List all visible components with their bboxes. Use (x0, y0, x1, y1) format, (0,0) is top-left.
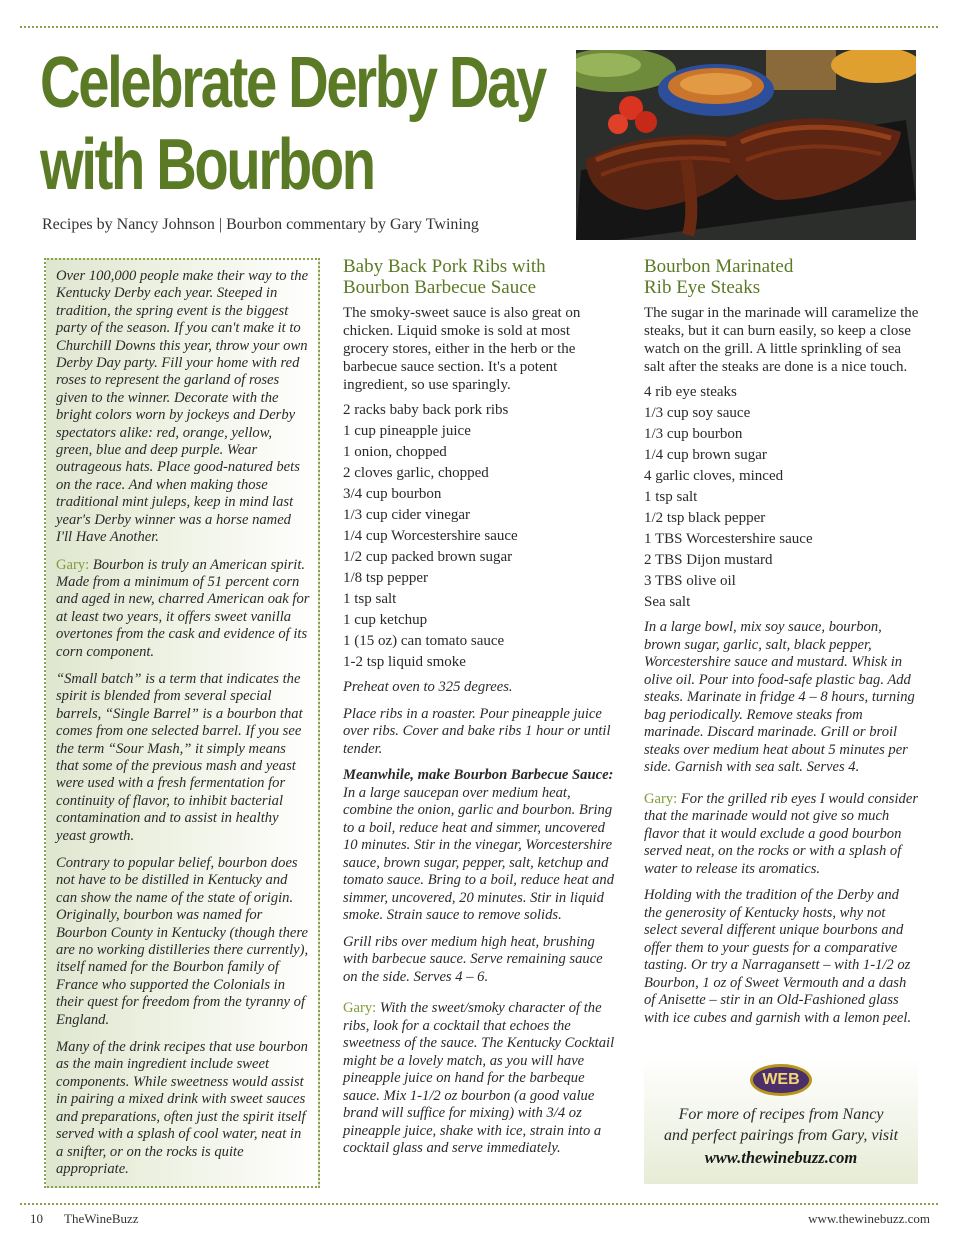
title-line-2: with Bourbon (40, 125, 374, 205)
promo-line-1: For more of recipes from Nancy (678, 1106, 884, 1123)
ingredient-item: 1 tsp salt (343, 591, 397, 607)
ingredient-item: 2 cloves garlic, chopped (343, 465, 489, 481)
steaks-recipe-heading (644, 256, 920, 298)
website-promo-box (644, 1058, 918, 1184)
footer-publication: TheWineBuzz (64, 1211, 139, 1226)
gary-label: Gary: (343, 1000, 377, 1016)
ingredient-item: 1/4 cup brown sugar (644, 447, 767, 463)
steaks-method: In a large bowl, mix soy sauce, bourbon, brown sugar, garlic, salt, black pepper, Worcestershire sauce and mustard. Whisk in olive oil. Pour into food-safe plastic bag. Add steaks. Marinate in fridge 4 – 8 hours, turning bag periodically. Remove steaks from marinade. Discard marinade. Grill or broil steaks over medium heat about 5 minutes per side. Garnish with sea salt. Serves 4. (644, 619, 915, 775)
steaks-gary-note (644, 791, 920, 879)
ingredient-item: 1/3 cup cider vinegar (343, 507, 471, 523)
gary-label: Gary: (56, 556, 90, 573)
steaks-ingredient-list (644, 382, 920, 613)
steaks-gary-text: For the grilled rib eyes I would consider that the marinade would not give so much flavor that it would exclude a good bourbon served neat, on the rocks or with a splash of water to release its aromatics. (644, 790, 918, 877)
footer-url[interactable]: www.thewinebuzz.com (808, 1211, 930, 1226)
sidebar-paragraph: “Small batch” is a term that indicates the spirit is blended from several special barrels, “Single Barrel” is a bourbon that comes from one selected barrel. If you see the term “Sour Mash,” it simply means that some of the previous mash and yeast were used with a fresh fermentation for continuity of flavor, to inhibit bacterial contamination and to assist in healthy yeast growth. (56, 670, 303, 844)
ingredient-item: 3/4 cup bourbon (343, 486, 442, 502)
ribs-photo (576, 50, 916, 240)
ribs-heading-line-2: Bourbon Barbecue Sauce (343, 277, 537, 298)
promo-line-2: and perfect pairings from Gary, visit (663, 1127, 899, 1144)
sauce-step-text: In a large saucepan over medium heat, combine the onion, garlic and bourbon. Bring to a boil, reduce heat and simmer, uncovered 10 minutes. Stir in the vinegar, Worcestershire sauce, brown sugar, pepper, salt, ketchup and tomato sauce. Bring to a boil, reduce heat and simmer, uncovered, 20 minutes. Stir in liquid smoke. Strain sauce to remove solids. (343, 784, 615, 923)
ingredient-item: 1/4 cup Worcestershire sauce (343, 528, 518, 544)
sidebar-gary-text: Bourbon is truly an American spirit. Made from a minimum of 51 percent corn and aged in new, charred American oak for at least two years, it offers sweet vanilla overtones from the cask and evidence of its corn component. (56, 556, 310, 660)
ribs-step (343, 767, 618, 925)
ribs-gary-note (343, 1000, 618, 1158)
bottom-rule (20, 1203, 938, 1205)
steaks-heading-line-1: Bourbon Marinated (644, 256, 794, 277)
ingredient-item: 1/8 tsp pepper (343, 570, 428, 586)
footer-page-number: 10 (30, 1211, 43, 1226)
winebuzz-logo: WEB (750, 1064, 811, 1096)
sidebar-paragraph: Many of the drink recipes that use bourbon as the main ingredient include sweet components. While sweetness would assist in pairing a mixed drink with sweet sauces and preparations, often just the spirit itself served with a splash of cool water, neat in a snifter, or on the rocks is quite appropriate. (56, 1039, 308, 1177)
ingredient-item: 1 onion, chopped (343, 444, 447, 460)
ingredient-item: 1/3 cup soy sauce (644, 405, 751, 421)
ribs-step: Preheat oven to 325 degrees. (343, 679, 513, 695)
ribs-ingredient-list (343, 400, 618, 673)
ingredient-item: 4 garlic cloves, minced (644, 468, 784, 484)
ingredient-item: 1/2 cup packed brown sugar (343, 549, 513, 565)
ingredient-item: 1 TBS Worcestershire sauce (644, 531, 813, 547)
ingredient-item: 1 tsp salt (644, 489, 698, 505)
ingredient-item: 3 TBS olive oil (644, 573, 736, 589)
ribs-recipe-heading (343, 256, 618, 298)
sidebar-paragraph (56, 557, 310, 661)
steaks-recipe-column (644, 256, 920, 1036)
promo-link[interactable]: www.thewinebuzz.com (704, 1148, 858, 1167)
ingredient-item: 2 TBS Dijon mustard (644, 552, 773, 568)
ingredient-item: 1 (15 oz) can tomato sauce (343, 633, 505, 649)
steaks-holding-note: Holding with the tradition of the Derby and the generosity of Kentucky hosts, why not select several different unique bourbons and offer them to your guests for a comparative tasting. Or try a Narragansett – with 1-1/2 oz Bourbon, 1 oz of Sweet Vermouth and a dash of Anisette – stir in an Old-Fashioned glass with ice cubes and garnish with a lemon peel. (644, 887, 912, 1026)
sidebar-paragraph: Over 100,000 people make their way to the Kentucky Derby each year. Steeped in tradition, the spring event is the biggest party of the season. If you can't make it to Churchill Downs this year, throw your own Derby Day party. Fill your home with red roses to represent the garland of roses given to the winner. Decorate with the bright colors worn by jockeys and Derby spectators alike: red, orange, yellow, green, blue and deep purple. Wear outrageous hats. Place good-natured bets on the race. And when making those traditional mint juleps, keep in mind last year's Derby winner was a horse named I'll Have Another. (56, 268, 309, 546)
ribs-gary-text: With the sweet/smoky character of the ribs, look for a cocktail that echoes the sweetness of the sauce. The Kentucky Cocktail might be a lovely match, as you will have pineapple juice on hand for the barbeque sauce. Mix 1-1/2 oz bourbon (a good value brand will suffice for mixing) with 3/4 oz pineapple juice, shake with ice, strain into a cocktail glass and serve immediately. (343, 1000, 615, 1156)
byline: Recipes by Nancy Johnson | Bourbon commentary by Gary Twining (42, 216, 479, 233)
ingredient-item: 1 cup pineapple juice (343, 423, 471, 439)
steaks-intro: The sugar in the marinade will caramelize the steaks, but it can burn easily, so keep a close watch on the grill. A little sprinkling of sea salt after the steaks are done is a nice touch. (644, 305, 919, 375)
sidebar-paragraph: Contrary to popular belief, bourbon does not have to be distilled in Kentucky and can show the name of the state of origin. Originally, bourbon was named for Bourbon County in Kentucky (though there are no working distilleries there currently), itself named for the Bourbon family of France who supported the Colonials in their quest for freedom from the tyranny of England. (56, 855, 309, 1028)
ingredient-item: 1 cup ketchup (343, 612, 428, 628)
ingredient-item: 1-2 tsp liquid smoke (343, 654, 466, 670)
ingredient-item: 1/2 tsp black pepper (644, 510, 766, 526)
ribs-step: Grill ribs over medium high heat, brushing with barbecue sauce. Serve remaining sauce on the side. Serves 4 – 6. (343, 933, 603, 985)
title-line-1: Celebrate Derby Day (40, 43, 545, 123)
gary-label: Gary: (644, 790, 678, 807)
ribs-recipe-column (343, 256, 618, 1167)
steaks-heading-line-2: Rib Eye Steaks (644, 277, 761, 298)
ingredient-item: 2 racks baby back pork ribs (343, 402, 509, 418)
ribs-step: Place ribs in a roaster. Pour pineapple juice over ribs. Cover and bake ribs 1 hour or until tender. (343, 705, 611, 757)
ribs-photo-illustration (576, 50, 916, 240)
ribs-heading-line-1: Baby Back Pork Ribs with (343, 256, 546, 277)
ribs-intro: The smoky-sweet sauce is also great on chicken. Liquid smoke is sold at most grocery stores, either in the herb or the barbecue sauce section. It's a potent ingredient, so use sparingly. (343, 305, 581, 393)
page-title (40, 42, 545, 206)
promo-text (644, 1104, 918, 1146)
ingredient-item: 4 rib eye steaks (644, 384, 737, 400)
ingredient-item: Sea salt (644, 594, 691, 610)
ingredient-item: 1/3 cup bourbon (644, 426, 743, 442)
top-rule (20, 26, 938, 28)
bourbon-commentary-sidebar (44, 258, 320, 1188)
sauce-step-label: Meanwhile, make Bourbon Barbecue Sauce: (343, 767, 614, 783)
